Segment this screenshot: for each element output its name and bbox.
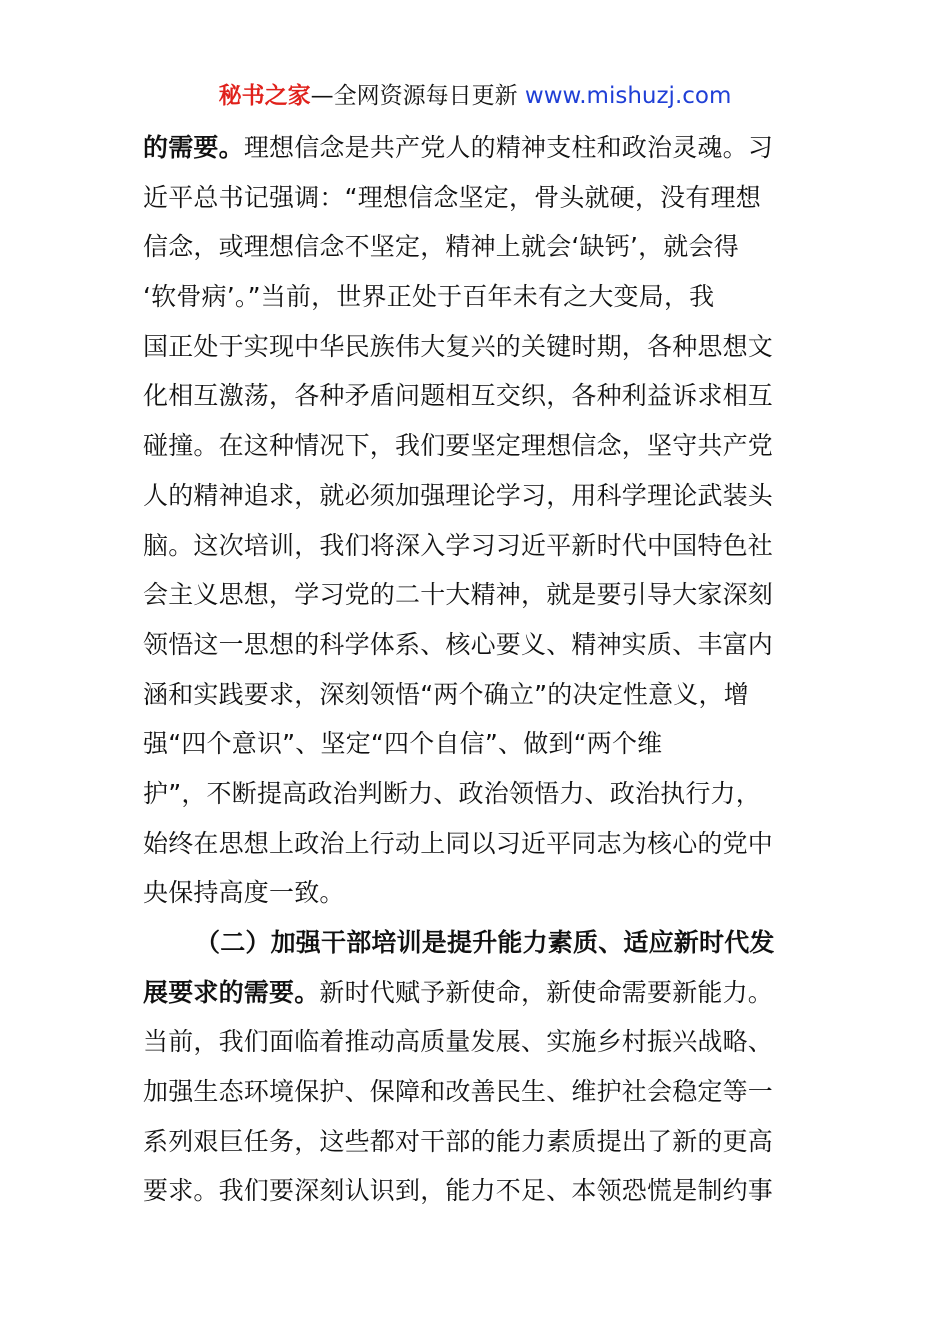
text-line: 国正处于实现中华民族伟大复兴的关键时期，各种思想文	[143, 331, 774, 361]
site-tagline: —全网资源每日更新	[310, 83, 525, 109]
text-line: 人的精神追求，就必须加强理论学习，用科学理论武装头	[143, 480, 774, 510]
text-line: 系列艰巨任务，这些都对干部的能力素质提出了新的更高	[143, 1126, 774, 1156]
text-line: 央保持高度一致。	[143, 878, 345, 908]
text-line: 会主义思想，学习党的二十大精神，就是要引导大家深刻	[143, 580, 774, 610]
site-header	[0, 80, 950, 112]
text-line: 涵和实践要求，深刻领悟“两个确立”的决定性意义，增	[143, 679, 749, 709]
site-brand: 秘书之家	[218, 83, 311, 109]
site-url[interactable]: www.mishuzj.com	[524, 83, 732, 109]
text-line: 信念，或理想信念不坚定，精神上就会‘缺钙’，就会得	[143, 232, 739, 262]
text-line: 要求。我们要深刻认识到，能力不足、本领恐慌是制约事	[143, 1176, 774, 1206]
text-line: 近平总书记强调：“理想信念坚定，骨头就硬，没有理想	[143, 182, 761, 212]
text-line: 展要求的需要。新时代赋予新使命，新使命需要新能力。	[143, 977, 774, 1007]
text-line: 护”，不断提高政治判断力、政治领悟力、政治执行力，	[143, 778, 761, 808]
text-line: 的需要。理想信念是共产党人的精神支柱和政治灵魂。习	[143, 133, 774, 162]
text-line: 始终在思想上政治上行动上同以习近平同志为核心的党中	[143, 828, 774, 858]
text-line: 加强生态环境保护、保障和改善民生、维护社会稳定等一	[143, 1077, 774, 1107]
text-line: 当前，我们面临着推动高质量发展、实施乡村振兴战略、	[143, 1027, 774, 1057]
text-line: ‘软骨病’。”当前，世界正处于百年未有之大变局，我	[143, 282, 715, 312]
text-line: 领悟这一思想的科学体系、核心要义、精神实质、丰富内	[143, 629, 774, 659]
section-heading-line: （二）加强干部培训是提升能力素质、适应新时代发	[195, 928, 775, 957]
text-line: 碰撞。在这种情况下，我们要坚定理想信念，坚守共产党	[143, 431, 774, 461]
text-line: 强“四个意识”、坚定“四个自信”、做到“两个维	[143, 729, 663, 759]
document-body	[143, 123, 807, 1216]
text-line: 化相互激荡，各种矛盾问题相互交织，各种利益诉求相互	[143, 381, 774, 411]
text-line: 脑。这次培训，我们将深入学习习近平新时代中国特色社	[143, 530, 774, 560]
